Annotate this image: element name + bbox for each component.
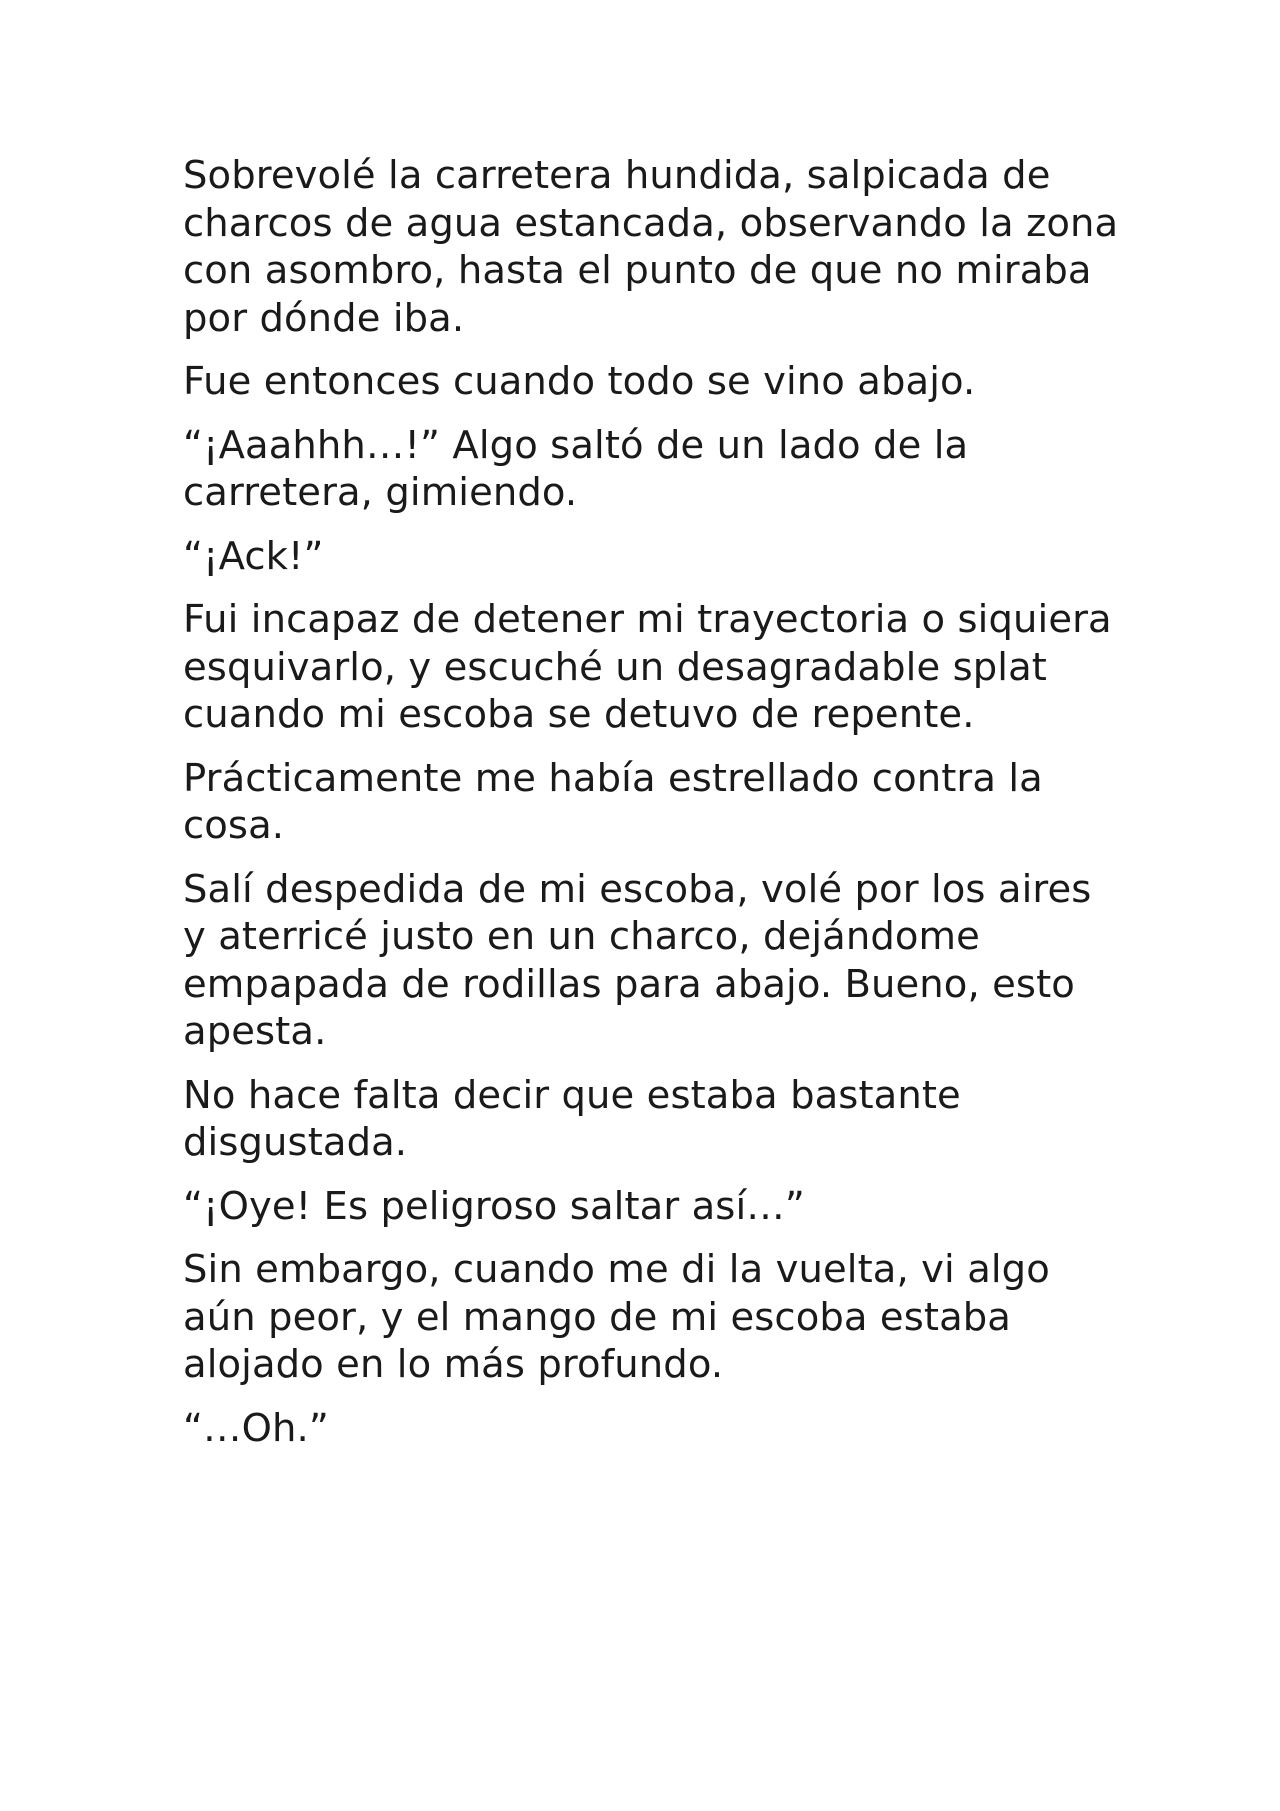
paragraph: Prácticamente me había estrellado contra la cosa. <box>183 755 1043 848</box>
paragraph: Sin embargo, cuando me di la vuelta, vi algo aún peor, y el mango de mi escoba estaba alojado en lo más profundo. <box>183 1247 1050 1387</box>
paragraph: Salí despedida de mi escoba, volé por los aires y aterricé justo en un charco, dejándome empapada de rodillas para abajo. Bueno, esto apesta. <box>183 866 1092 1054</box>
paragraph: “¡Oye! Es peligroso saltar así…” <box>183 1183 805 1229</box>
paragraph: “…Oh.” <box>183 1405 329 1451</box>
paragraph: No hace falta decir que estaba bastante disgustada. <box>183 1072 961 1165</box>
paragraph: Sobrevolé la carretera hundida, salpicada de charcos de agua estancada, observando la zona con asombro, hasta el punto de que no miraba por dónde iba. <box>183 153 1119 341</box>
paragraph: Fui incapaz de detener mi trayectoria o siquiera esquivarlo, y escuché un desagradable splat cuando mi escoba se detuvo de repente. <box>183 597 1112 737</box>
paragraph: Fue entonces cuando todo se vino abajo. <box>183 359 976 404</box>
document-page <box>183 152 1123 1468</box>
paragraph: “¡Aaahhh…!” Algo saltó de un lado de la carretera, gimiendo. <box>183 422 969 515</box>
paragraph: “¡Ack!” <box>183 533 324 579</box>
